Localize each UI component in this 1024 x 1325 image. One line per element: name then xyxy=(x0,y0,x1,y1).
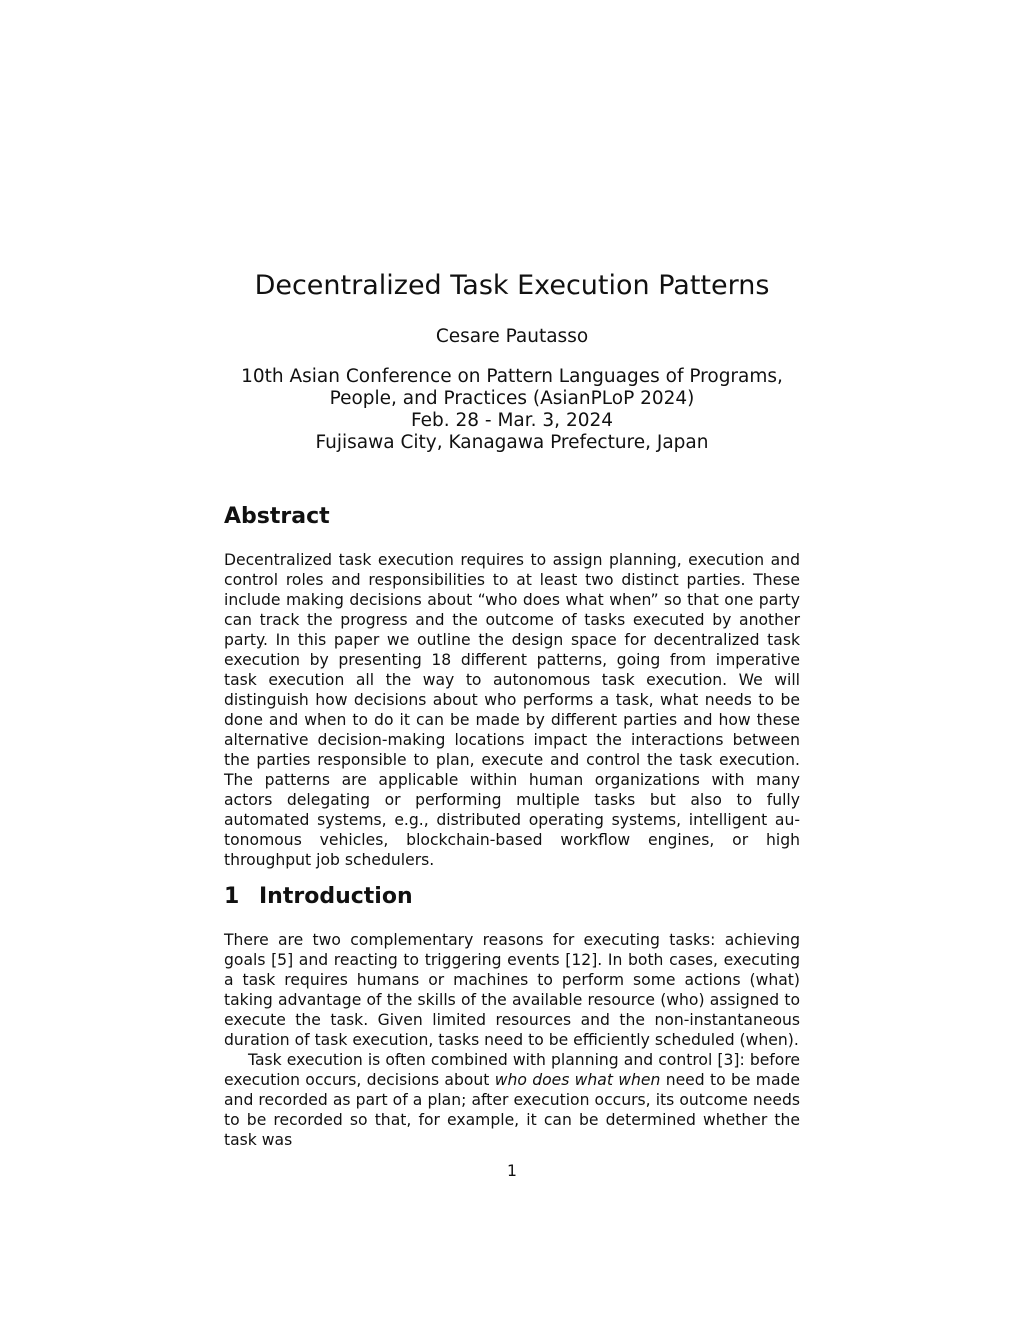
venue-block xyxy=(0,366,1024,454)
conference-location: Fujisawa City, Kanagawa Prefecture, Japan xyxy=(315,432,709,453)
section-number: 1 xyxy=(224,884,240,909)
abstract-paragraph: Decentralized task execution requires to assign planning, execution and control roles and responsibilities to at least two distinct parties. These include making decisions about “who does what when” so that one party can track the progress and the outcome of tasks executed by another party. In this paper we outline the design space for decentralized task execution by presenting 18 different patterns, going from imperative task execution all the way to autonomous task execution. We will distinguish how decisions about who performs a task, what needs to be done and when to do it can be made by different parties and how these alternative decision-making locations impact the interactions between the parties responsible to plan, execute and control the task execution. The patterns are applicable within human organizations with many actors delegating or performing multiple tasks but also to fully automated systems, e.g., distributed operating systems, intelligent autonomous vehicles, blockchain-based workflow engines, or high throughput job schedulers. xyxy=(224,551,800,869)
page-number: 1 xyxy=(507,1162,517,1180)
introduction-heading xyxy=(224,882,413,912)
intro-paragraph-2-start: Task execution is often combined with planning and control [3]: before execution occurs, decisions about xyxy=(224,1051,800,1089)
venue-line-1: 10th Asian Conference on Pattern Languages of Programs, xyxy=(241,366,783,387)
section-title: Introduction xyxy=(259,884,413,909)
abstract-heading: Abstract xyxy=(224,504,330,529)
paper-title: Decentralized Task Execution Patterns xyxy=(254,270,770,301)
venue-line-2: People, and Practices (AsianPLoP 2024) xyxy=(329,388,695,409)
author-name: Cesare Pautasso xyxy=(435,326,589,347)
intro-paragraph-2 xyxy=(224,1050,800,1150)
intro-paragraph-2-emphasis: who does what when xyxy=(494,1071,661,1089)
conference-dates: Feb. 28 - Mar. 3, 2024 xyxy=(410,410,614,431)
intro-paragraph-2-end: need to be made and recorded as part of a plan; after execution occurs, its outcome needs to be recorded so that, for example, it can be determined whether the task was xyxy=(224,1071,800,1149)
abstract-section xyxy=(224,550,800,869)
intro-paragraph-1: There are two complementary reasons for executing tasks: achieving goals [5] and reacting to triggering events [12]. In both cases, executing a task requires humans or machines to perform some actions (what) taking advantage of the skills of the available resource (who) assigned to execute the task. Given limited resources and the non-instantaneous duration of task execution, tasks need to be efficiently scheduled (when). xyxy=(224,931,800,1049)
introduction-section xyxy=(224,930,800,1149)
